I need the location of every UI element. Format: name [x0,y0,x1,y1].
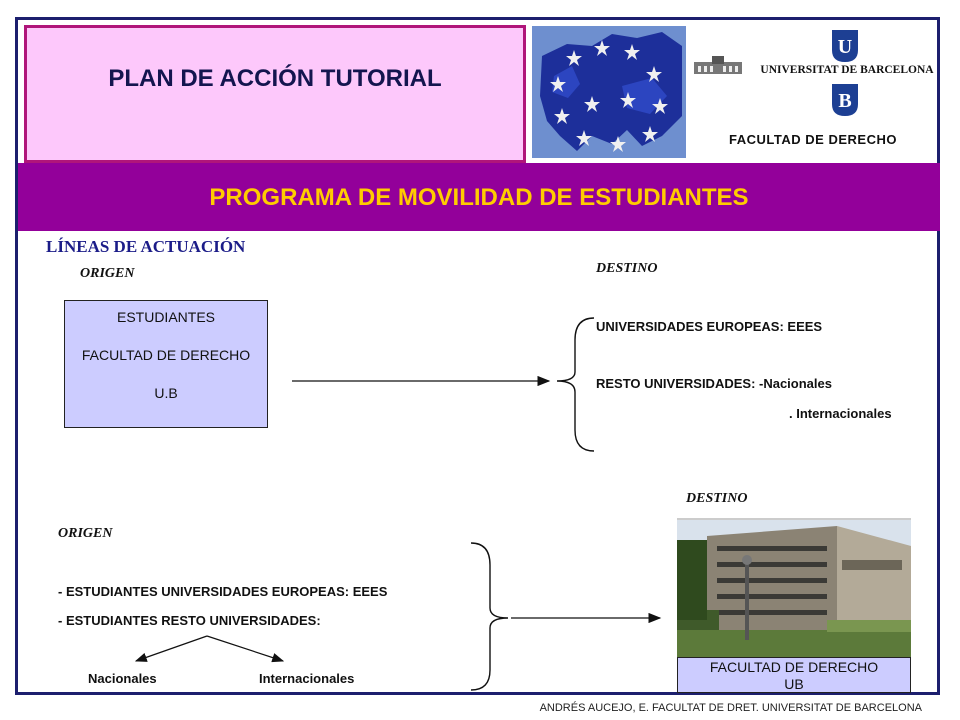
footer-credit: ANDRÉS AUCEJO, E. FACULTAT DE DRET. UNIVERSITAT DE BARCELONA [539,702,922,714]
destination-label: DESTINO [596,261,658,276]
incoming-destination-label: DESTINO [686,491,748,506]
faculty-building-photo [677,520,911,657]
faculty-header: FACULTAD DE DERECHO [729,132,897,147]
branch-arrow [207,636,283,661]
incoming-origin-label: ORIGEN [58,526,113,541]
incoming-origin-rest: - ESTUDIANTES RESTO UNIVERSIDADES: [58,613,321,628]
origin-label: ORIGEN [80,266,135,281]
right-brace [471,543,508,690]
origin-line: U.B [154,385,178,401]
origin-line: ESTUDIANTES [116,309,215,325]
incoming-origin-european: - ESTUDIANTES UNIVERSIDADES EUROPEAS: EEES [58,584,388,599]
section-title: LÍNEAS DE ACTUACIÓN [46,237,246,256]
origin-line: FACULTAD DE DERECHO [81,347,251,363]
destination-box-line: FACULTAD DE DERECHO [709,659,879,675]
destination-box-line: UB [784,676,804,692]
destination-international: . Internacionales [789,406,892,421]
university-name: UNIVERSITAT DE BARCELONA [760,64,934,76]
destination-box [677,657,911,693]
branch-arrow [136,636,207,661]
svg-text:U: U [837,36,853,58]
branch-nacionales: Nacionales [88,671,157,686]
branch-internacionales: Internacionales [259,671,355,686]
svg-text:B: B [838,90,852,112]
destination-rest: RESTO UNIVERSIDADES: -Nacionales [596,376,832,391]
left-brace [557,318,594,451]
banner-title: PROGRAMA DE MOVILIDAD DE ESTUDIANTES [209,184,749,211]
destination-european: UNIVERSIDADES EUROPEAS: EEES [596,319,823,334]
page-title: PLAN DE ACCIÓN TUTORIAL [108,65,442,92]
